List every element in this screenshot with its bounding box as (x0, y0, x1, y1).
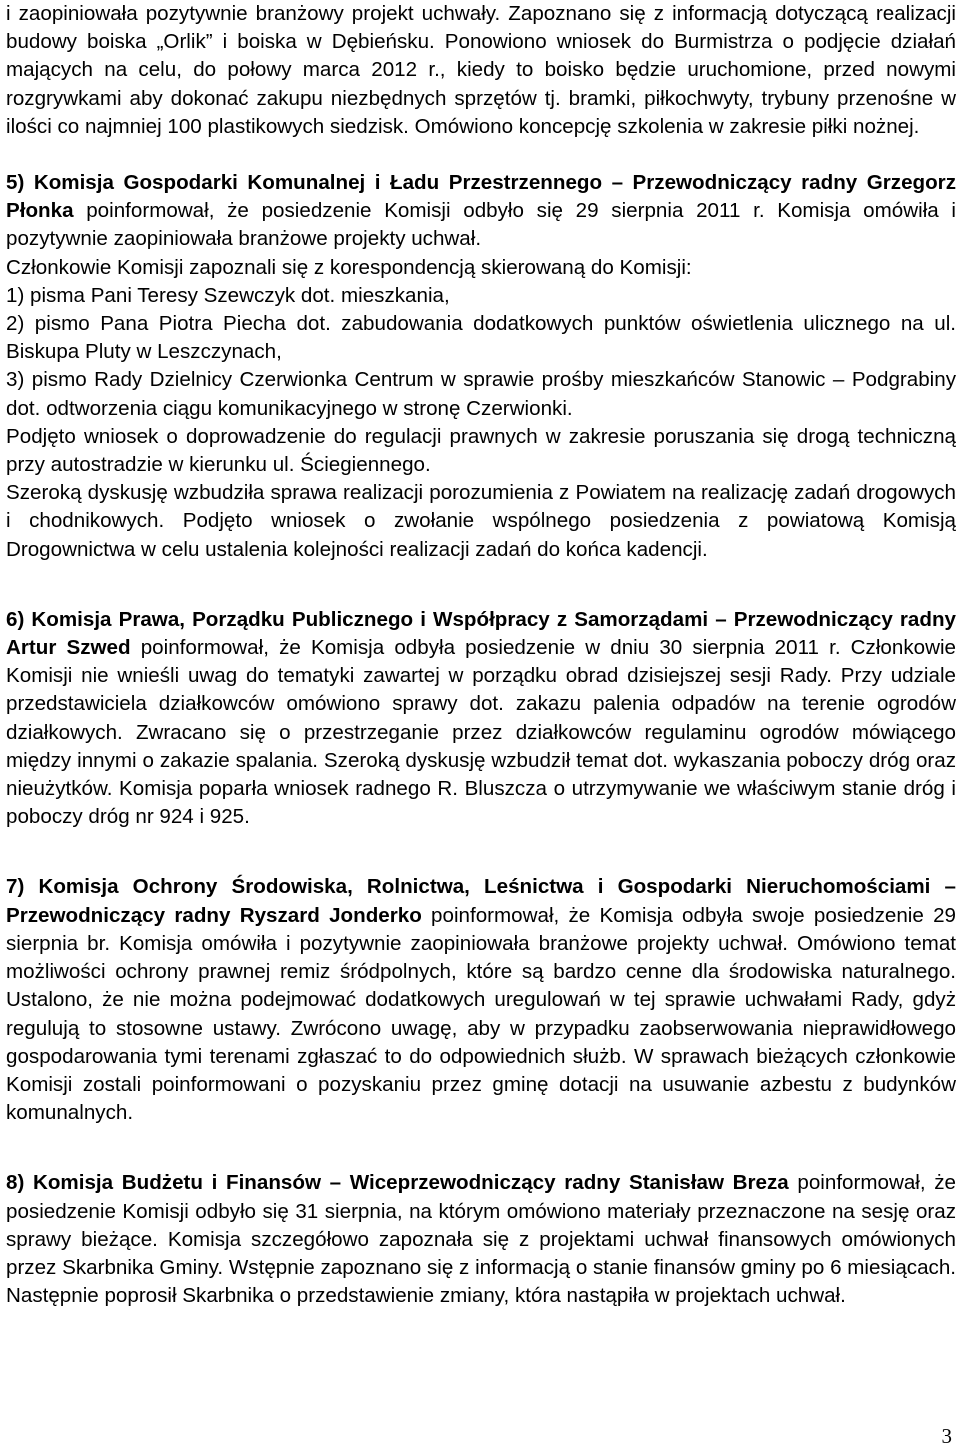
section-5-line: Członkowie Komisji zapoznali się z korespondencją skierowaną do Komisji: (6, 255, 692, 279)
intro-paragraph: i zaopiniowała pozytywnie branżowy projekt uchwały. Zapoznano się z informacją dotyczącą realizacji budowy boiska „Orlik” i boiska w Dębieńsku. Ponowiono wniosek do Burmistrza o podjęcie działań mających na celu, do połowy marca 2012 r., kiedy to boisko będzie uruchomione, przed nowymi rozgrywkami aby dokonać zakupu niezbędnych sprzętów tj. bramki, piłkochwyty, trybuny przenośne w ilości co najmniej 100 plastikowych siedzisk. Omówiono koncepcję szkolenia w zakresie piłki nożnej. (6, 2, 956, 138)
section-7 (6, 873, 956, 1127)
spacer (6, 1127, 956, 1169)
section-6-paragraph (6, 606, 956, 832)
section-5-text: poinformował, że posiedzenie Komisji odbyło się 29 sierpnia 2011 r. Komisja omówiła i pozytywnie zaopiniowała branżowe projekty uchwał. (6, 199, 956, 251)
section-5-heading: 5) Komisja Gospodarki Komunalnej i Ładu Przestrzennego – Przewodniczący radny Grzegorz Płonka (6, 171, 956, 223)
section-6-heading: 6) Komisja Prawa, Porządku Publicznego i Współpracy z Samorządami – Przewodniczący radny Artur Szwed (6, 607, 956, 660)
spacer (6, 831, 956, 873)
section-5 (6, 169, 956, 564)
page-number: 3 (941, 1424, 952, 1448)
section-5-line: Podjęto wniosek o doprowadzenie do regulacji prawnych w zakresie poruszania się drogą techniczną przy autostradzie w kierunku ul. Ściegiennego. (6, 424, 956, 477)
section-8 (6, 1169, 956, 1310)
section-8-text: poinformował, że posiedzenie Komisji odbyło się 31 sierpnia, na którym omówiono materiały przeznaczone na sesję oraz sprawy bieżące. Komisja szczegółowo zapoznała się z projektami uchwał finansowych omówionych przez Skarbnika Gminy. Wstępnie zapoznano się z informacją o stanie finansów gminy po 6 miesiącach. Następnie poprosił Skarbnika o przedstawienie zmiany, która nastąpiła w projektach uchwał. (6, 1171, 956, 1308)
section-5-line: 1) pisma Pani Teresy Szewczyk dot. mieszkania, (6, 283, 450, 307)
spacer (6, 141, 956, 169)
section-7-paragraph (6, 873, 956, 1127)
section-8-paragraph (6, 1169, 956, 1310)
section-6-text: poinformował, że Komisja odbyła posiedzenie w dniu 30 sierpnia 2011 r. Członkowie Komisji nie wnieśli uwag do tematyki zawartej w porządku obrad dzisiejszej sesji Rady. Przy udziale przedstawiciela działkowców omówiono sprawy dot. zakazu palenia odpadów na terenie ogrodów działkowych. Zwracano się o przestrzeganie przez działkowców regulaminu ogrodów mówiącego między innymi o zakazie spalania. Szeroką dyskusję wzbudził temat dot. wykaszania poboczy dróg oraz nieużytków. Komisja poparła wniosek radnego R. Bluszcza o utrzymywanie we właściwym stanie dróg i poboczy dróg nr 924 i 925. (6, 636, 956, 829)
section-7-heading: 7) Komisja Ochrony Środowiska, Rolnictwa, Leśnictwa i Gospodarki Nieruchomościami – Przewodniczący radny Ryszard Jonderko (6, 875, 956, 927)
section-5-line: Szeroką dyskusję wzbudziła sprawa realizacji porozumienia z Powiatem na realizację zadań drogowych i chodnikowych. Podjęto wniosek o zwołanie wspólnego posiedzenia z powiatową Komisją Drogownictwa w celu ustalenia kolejności realizacji zadań do końca kadencji. (6, 481, 956, 561)
section-8-heading: 8) Komisja Budżetu i Finansów – Wiceprzewodniczący radny Stanisław Breza (6, 1171, 789, 1195)
section-5-line: 3) pismo Rady Dzielnicy Czerwionka Centrum w sprawie prośby mieszkańców Stanowic – Podgrabiny dot. odtworzenia ciągu komunikacyjnego w stronę Czerwionki. (6, 368, 956, 420)
section-7-text: poinformował, że Komisja odbyła swoje posiedzenie 29 sierpnia br. Komisja omówiła i pozytywnie zaopiniowała branżowe projekty uchwał. Omówiono temat możliwości ochrony prawnej remiz śródpolnych, które są bardzo cenne dla środowiska naturalnego. Ustalono, że nie można podejmować dodatkowych uregulowań w tej sprawie uchwałami Rady, gdyż regulują to stosowne ustawy. Zwrócono uwagę, aby w przypadku zaobserwowania nieprawidłowego gospodarowania tymi terenami zgłaszać to do odpowiednich służb. W sprawach bieżących członkowie Komisji zostali poinformowani o pozyskaniu przez gminę dotacji na usuwanie azbestu z budynków komunalnych. (6, 903, 956, 1125)
section-5-line: 2) pismo Pana Piotra Piecha dot. zabudowania dodatkowych punktów oświetlenia ulicznego na ul. Biskupa Pluty w Leszczynach, (6, 312, 956, 364)
spacer (6, 564, 956, 606)
document-page (6, 0, 956, 1310)
section-5-paragraph (6, 169, 956, 254)
section-6 (6, 606, 956, 832)
